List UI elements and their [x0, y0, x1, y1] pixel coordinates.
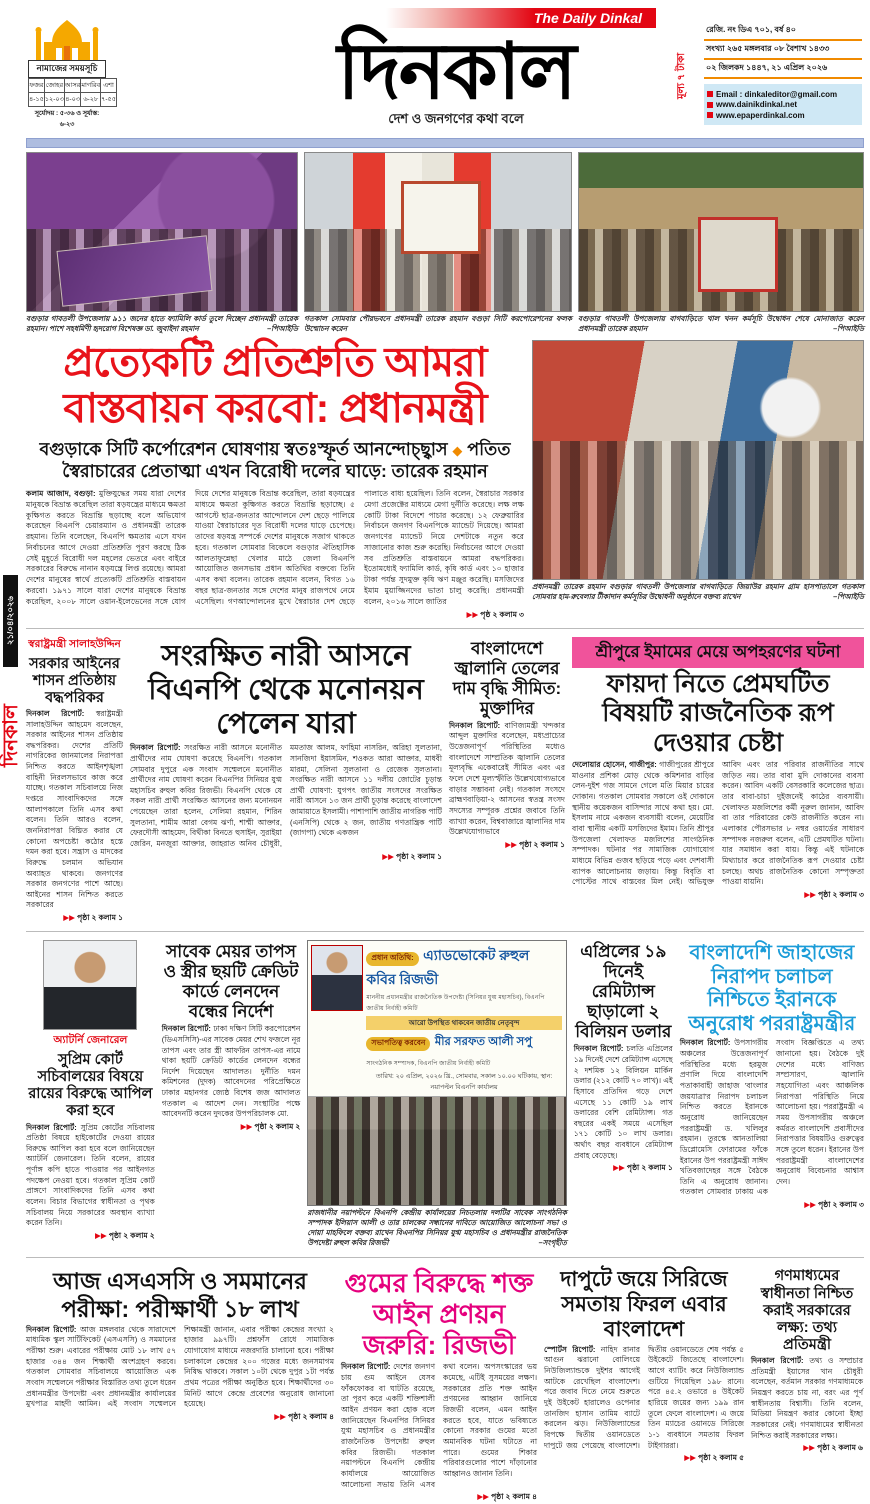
jump-line: ▶▶ পৃষ্ঠা ২ কলাম ১: [505, 839, 565, 849]
jump-line: ▶▶ পৃষ্ঠা ২ কলাম ৫: [684, 1453, 744, 1463]
attorney-portrait-image: [43, 940, 137, 1030]
photo-plaque-unveil-image: [304, 152, 572, 312]
story-body: দিনকাল রিপোর্ট: সুপ্রিম কোর্টের সচিবালয় প্রতিষ্ঠা বিষয়ে হাইকোর্টের দেওয়া রায়ের বিরুদ্ধে আপিল করা হবে বলে জানিয়েছেন অ্যাটর্নি জেনারেল। তিনি বলেন, রায়ের পূর্ণাঙ্গ কপি হাতে পাওয়ার পর আইনগত পদক্ষেপ নেওয়া হবে। গতকাল সুপ্রিম কোর্ট প্রাঙ্গণে সাংবাদিকদের তিনি এসব কথা বলেন। বিচার বিভাগের স্বাধীনতা ও পৃথক সচিবালয় নিয়ে সরকারের অবস্থান ব্যাখ্যা করেন তিনি।: [26, 1122, 155, 1228]
edition-date-vertical: ২১/০৪/২০২৬: [3, 575, 18, 667]
story-headline: গণমাধ্যমের স্বাধীনতা নিশ্চিত করাই সরকারের লক্ষ্য: তথ্য প্রতিমন্ত্রী: [760, 1268, 854, 1353]
bullet-square-icon: [707, 102, 713, 108]
registration-line: রেজি. নং ডিএ ৭০১, বর্ষ ৪০: [704, 22, 862, 41]
story-fuel-price: [449, 637, 565, 926]
photo-family-card-image: [26, 152, 298, 312]
middle-band-1: [26, 637, 864, 926]
prayer-col-johr: জোহর: [44, 79, 64, 93]
prayer-col-magrib: মাগরিব: [81, 79, 101, 93]
epaper-row: [707, 111, 859, 120]
story-headline: এপ্রিলের ১৯ দিনেই রেমিট্যান্স ছাড়ালো ২ বিলিয়ন ডলার: [575, 942, 672, 1042]
top-photo-row: [26, 152, 864, 338]
jump-line: ▶▶ পৃষ্ঠা ২ কলাম ৪: [477, 1492, 537, 1502]
banner-strip: আরো উপস্থিত থাকবেন জাতীয় নেতৃবৃন্দ: [366, 1016, 561, 1030]
vertical-brand-logo: দিনকাল: [0, 704, 22, 768]
jump-arrows-icon: ▶▶: [684, 1453, 696, 1463]
issue-line: সংখ্যা ২৬৫ মঙ্গলবার ০৮ বৈশাখ ১৪৩৩: [704, 41, 862, 60]
prayer-col-fajr: ফজর: [29, 79, 45, 93]
chair-name: মীর সরফত আলী সপু: [434, 1036, 533, 1049]
story-attorney: [26, 940, 155, 1251]
middle-band-2: [26, 940, 864, 1251]
jump-line: ▶▶ পৃষ্ঠা ২ কলাম ৪: [274, 1411, 334, 1421]
photo-credit: –পিআইডি: [833, 591, 864, 601]
mosque-icon: [28, 16, 106, 60]
chief-guest-name: এ্যাডভোকেট রুহুল কবির রিজভী: [366, 947, 530, 988]
jump-arrows-icon: ▶▶: [613, 1163, 625, 1173]
jump-arrows-icon: ▶▶: [477, 1492, 489, 1502]
jump-arrows-icon: ▶▶: [95, 1230, 107, 1240]
story-headline: সরকার আইনের শাসন প্রতিষ্ঠায় বদ্ধপরিকর: [29, 655, 120, 706]
story-headline: আজ এসএসসি ও সমমানের পরীক্ষা: পরীক্ষার্থী ১৮ লাখ: [53, 1268, 307, 1322]
prayer-time-fajr: ৪-১৫: [29, 93, 45, 107]
rizvi-event-poster: [307, 940, 566, 1206]
vaccination-event-image: [532, 340, 864, 580]
epaper-link[interactable]: www.epaperdinkal.com: [716, 110, 805, 120]
story-headline: ফায়দা নিতে প্রেমঘটিত বিষয়টি রাজনৈতিক রূপ দেওয়ার চেষ্টা: [602, 669, 834, 757]
jump-arrows-icon: ▶▶: [466, 609, 479, 619]
prayer-table: [28, 78, 117, 107]
story-remittance: [574, 940, 673, 1251]
jump-line: ▶▶ পৃষ্ঠা ২ কলাম ৩: [804, 889, 864, 899]
story-kicker: শ্রীপুরে ইমামের মেয়ে অপহরণের ঘটনা: [572, 637, 864, 668]
jump-line: ▶▶ পৃষ্ঠা ২ কলাম ১: [613, 1163, 673, 1173]
jump-line: ▶▶ পৃষ্ঠা ২ কলাম ১: [63, 913, 123, 923]
story-body: দিনকাল রিপোর্ট: সংরক্ষিত নারী আসনে মনোনীত প্রার্থীদের নাম ঘোষণা করেছে বিএনপি। গতকাল সোমবার দুপুরে এক সংবাদ সম্মেলনে মনোনীত প্রার্থীদের নাম ঘোষণা করেন বিএনপির সিনিয়র যুগ্ম মহাসচিব রুহুল কবির রিজভী। বিএনপি থেকে যে সকল নারী প্রার্থী সংরক্ষিত আসনের জন্য মনোনয়ন পেয়েছেন তারা হলেন, সেলিমা রহমান, শিরিন সুলতানা, শামীম আরা বেগম ঝর্ণা, শাম্মী আক্তার, ফেরদৌসী আহমেদ, বিথীকা বিনতে হুসাইন, সুরাইয়া জেরিন, মনজুরা আক্তার, জাহরাত অনিব চৌধুরী, মমতাজ আলম, ফাহিমা নাসরিন, অরিহা সুলতানা, সানজিদা ইয়াসমিন, শওকত আরা আক্তার, মাধবী মারমা, সেলিনা সুলতানা ও রেজেক সুলতানা। সংরক্ষিত নারী আসনে ১১ দলীয় জোটের চূড়ান্ত প্রার্থী ঘোষণা: যুগপৎ জাতীয় সংসদের সংরক্ষিত নারী আসনে ১৩ জন প্রার্থী চূড়ান্ত করেছে বাংলাদেশ জামায়াতে ইসলামী। পাশাপাশি জাতীয় নাগরিক পার্টি (এনসিপি) থেকে ২ জন, জাতীয় গণতান্ত্রিক পার্টি (জাগপা) থেকে একজন: [130, 743, 442, 849]
story-body: দিনকাল রিপোর্ট: চলতি এপ্রিলের ১৯ দিনেই দেশে রেমিট্যান্স এসেছে ২ দশমিক ১২ বিলিয়ন মার্কিন ডলার (২১২ কোটি ৭০ লাখ)। এই হিসাবে প্রতিদিন গড়ে দেশে এসেছে ১১ কোটি ১৯ লাখ ডলারের বেশি রেমিট্যান্স। গত বছরের একই সময়ে এসেছিল ১৭১ কোটি ১০ লাখ ডলার। অর্থাৎ বছর ব্যবধানে রেমিট্যান্স প্রবাহ বেড়েছে।: [573, 1044, 673, 1160]
photo-canal-monajat-image: [578, 152, 864, 312]
newspaper-front-page: [26, 8, 864, 1504]
contact-box: [704, 84, 862, 125]
section-divider: [26, 931, 864, 932]
photo-canal-monajat: [578, 152, 864, 338]
brand-block: [256, 8, 656, 131]
website-link[interactable]: www.dainikdinkal.net: [716, 100, 798, 109]
jump-arrows-icon: ▶▶: [505, 839, 517, 849]
jump-arrows-icon: ▶▶: [803, 1443, 815, 1453]
bullet-square-icon: [707, 112, 713, 118]
jump-line: ▶▶ পৃষ্ঠা ২ কলাম ২: [95, 1230, 155, 1240]
lead-headline: প্রত্যেকটি প্রতিশ্রুতি আমরা বাস্তবায়ন করবো: প্রধানমন্ত্রী: [63, 338, 487, 431]
story-shreepur: [572, 637, 864, 926]
price-label: মূল্য ৭ টাকা: [676, 52, 687, 100]
lead-story: [26, 340, 864, 622]
prayer-time-magrib: ৬-২৮: [81, 93, 101, 107]
chair-pill: সভাপতিত্ব করবেন: [366, 1037, 430, 1051]
jump-arrows-icon: ▶▶: [804, 1200, 816, 1210]
brand-english-band: The Daily Dinkal: [386, 8, 656, 28]
event-banner: [308, 941, 565, 1097]
chief-guest-pill: প্রধান অতিথি:: [366, 952, 418, 966]
rizvi-event-photo-block: [307, 940, 566, 1251]
story-home-minister: [26, 637, 123, 926]
edition-meta: [704, 22, 862, 125]
story-cricket: [544, 1266, 744, 1504]
photo-credit: –পিআইডি: [833, 323, 864, 333]
jump-line: ▶▶ পৃষ্ঠা ২ কলাম ৩: [804, 1200, 864, 1210]
story-headline: বাংলাদেশে জ্বালানি তেলের দাম বৃদ্ধি সীমিত: মুক্তাদির: [452, 638, 562, 718]
story-gum-law: [341, 1266, 537, 1504]
tagline: দেশ ও জনগণের কথা বলে: [388, 111, 524, 126]
jump-arrows-icon: ▶▶: [274, 1411, 286, 1421]
story-reserved-seats: [130, 637, 442, 926]
jump-arrows-icon: ▶▶: [382, 851, 394, 861]
jump-arrows-icon: ▶▶: [804, 889, 816, 899]
bottom-band: [26, 1266, 864, 1504]
chief-guest-title: মাননীয় প্রধানমন্ত্রীর রাজনৈতিক উপদেষ্টা (সিনিয়র যুগ্ম মহাসচিব), বিএনপি জাতীয় নির্বাহী কমিটি: [366, 994, 545, 1013]
prayer-time-esha: ৭-৫৫: [101, 93, 117, 107]
sunrise-sunset-line: সূর্যোদয় : ৫-৩৬ ও সূর্যাস্ত: ৬-২৩: [34, 110, 100, 128]
story-ssc-exam: [26, 1266, 334, 1504]
email-row: [707, 90, 859, 99]
jump-line: ▶▶ পৃষ্ঠ ২ কলাম ৩: [466, 609, 524, 619]
story-body: দিনকাল রিপোর্ট: ঢাকা দক্ষিণ সিটি করপোরেশন (ডিএসসিসি)-এর সাবেক মেয়র শেখ ফজলে নূর তাপস এবং তার স্ত্রী আফরিন তাপস-এর নামে থাকা ছয়টি ক্রেডিট কার্ডের লেনদেন বন্ধের নির্দেশ দিয়েছেন আদালত। দুর্নীতি দমন কমিশনের (দুদক) আবেদনের পরিপ্রেক্ষিতে ঢাকার মহানগর জ্যেষ্ঠ বিশেষ জজ আদালত গতকাল এ আদেশ দেন। সংস্থাটির পক্ষে আবেদনটি করেন দুদকের উপপরিচালক মো.: [161, 1024, 301, 1119]
story-body: দিনকাল রিপোর্ট: তথ্য ও সম্প্রচার প্রতিমন্ত্রী ইয়াসের খান চৌধুরী বলেছেন, বর্তমান সরকার গণমাধ্যমকে নিয়ন্ত্রণ করতে চায় না, বরং এর পূর্ণ স্বাধীনতায় বিশ্বাসী। তিনি বলেন, মিডিয়া নিয়ন্ত্রণ করার কোনো ইচ্ছা সরকারের নেই। গণমাধ্যমের স্বাধীনতা নিশ্চিত করাই সরকারের লক্ষ্য।: [751, 1356, 863, 1440]
rizvi-portrait-image: [311, 945, 363, 1011]
story-kicker: স্বরাষ্ট্রমন্ত্রী সালাহউদ্দিন: [28, 637, 121, 650]
email-link[interactable]: Email : dinkaleditor@gmail.com: [716, 89, 838, 99]
photo-family-card-caption: বগুড়ার গাবতলী উপজেলায় ৯১১ জনের হাতে ফ্যামিলি কার্ড তুলে দিচ্ছেন প্রধানমন্ত্রী তারেক রহমান। পাশে সহধর্মিণী হৃদরোগ বিশেষজ্ঞ ডা. জুবাইদা রহমান –পিআইডি: [26, 314, 298, 333]
diamond-bullet-icon: ◆: [452, 442, 463, 458]
story-mayor-cards: [162, 940, 301, 1251]
story-kicker: অ্যাটর্নি জেনারেল: [53, 1034, 128, 1047]
photo-plaque-unveil-caption: গতকাল সোমবার পৌরভবনে প্রধানমন্ত্রী তারেক রহমান বগুড়া সিটি করপোরেশনের ফলক উন্মোচন করেন: [304, 314, 572, 333]
jump-arrows-icon: ▶▶: [63, 913, 75, 923]
prayer-col-asr: আসর: [64, 79, 80, 93]
photo-canal-monajat-caption: বগুড়ার গাবতলী উপজেলায় বাগবাড়িতে খাল খনন কর্মসূচি উদ্বোধন শেষে মোনাজাত করেন প্রধানমন্ত্রী তারেক রহমান –পিআইডি: [578, 314, 864, 333]
date-line: ০২ জিলকদ ১৪৪৭, ২১ এপ্রিল ২০২৬: [704, 60, 862, 79]
website-row: [707, 100, 859, 109]
jump-arrows-icon: ▶▶: [240, 1122, 253, 1132]
story-media-freedom: [751, 1266, 863, 1504]
story-body: দিনকাল রিপোর্ট: বাণিজ্যমন্ত্রী খন্দকার আব্দুল মুক্তাদির বলেছেন, মধ্যপ্রাচ্যের উত্তেজনাপূর্ণ পরিস্থিতির মধ্যেও বাংলাদেশে সাম্প্রতিক জ্বালানি তেলের মূল্যবৃদ্ধি একেবারেই সীমিত এবং এর ফলে দেশে মূল্যস্ফীতি উল্লেখযোগ্যভাবে বাড়ার সম্ভাবনা নেই। গতকাল সংসদে ব্রাহ্মণবাড়িয়া-২ আসনের স্বতন্ত্র সংসদ সদস্যের সম্পূরক প্রশ্নের জবাবে তিনি ব্যাখ্যা করেন, বিশ্ববাজারে জ্বালানির দাম উল্লেখযোগ্যভাবে: [449, 720, 565, 837]
story-body: দিনকাল রিপোর্ট: আজ মঙ্গলবার থেকে সারাদেশে মাধ্যমিক স্কুল সার্টিফিকেট (এসএসসি) ও সমমানের পরীক্ষা শুরু। এবারের পরীক্ষায় মোট ১৮ লাখ ৫৭ হাজার ৩৪৪ জন শিক্ষার্থী অংশগ্রহণ করবে। গতকাল সোমবার সচিবালয়ে আয়োজিত এক সংবাদ সম্মেলনে পরীক্ষার বিস্তারিত তথ্য তুলে ধরেন প্রধানমন্ত্রীর উপদেষ্টা এবং প্রধানমন্ত্রীর কার্যালয়ের মুখপাত্র মাহদী আমিন। এই সংবাদ সম্মেলনে শিক্ষামন্ত্রী জানান, এবার পরীক্ষা কেন্দ্রের সংখ্যা ২ হাজার ৯৯৭টি। প্রশ্নফাঁস রোধে সামাজিক যোগাযোগ মাধ্যমে নজরদারি চালানো হবে। পরীক্ষা চলাকালে কেন্দ্রের ২০০ গজের মধ্যে জনসমাগম নিষিদ্ধ থাকবে। সকাল ১০টা থেকে দুপুর ১টা পর্যন্ত প্রথম পত্রের পরীক্ষা অনুষ্ঠিত হবে। শিক্ষার্থীদের ৩০ মিনিট আগে কেন্দ্রে প্রবেশের অনুরোধ জানানো হয়েছে।: [26, 1324, 334, 1409]
story-iran-ships: [680, 940, 864, 1251]
prayer-times-box: [28, 16, 116, 130]
story-headline: বাংলাদেশি জাহাজের নিরাপদ চলাচল নিশ্চিতে ইরানকে অনুরোধ পররাষ্ট্রমন্ত্রীর: [688, 942, 856, 1035]
lead-body: কলাম আজাদ, বগুড়া: মুক্তিযুদ্ধের সময় যারা দেশের মানুষকে বিভ্রান্ত করেছিল তারা ষড়যন্ত্রের মাধ্যমে ক্ষমতা কুক্ষিগত করতে বিভ্রান্তি ছড়াচ্ছে বলে অভিযোগ করেছেন বিএনপি চেয়ারম্যান ও প্রধানমন্ত্রী তারেক রহমান। তিনি বলেছেন, বিএনপি ক্ষমতায় এসে যখন নির্বাচনের আগে দেওয়া প্রতিশ্রুতি পূরণ করছে ঠিক সেই মুহূর্তে বিরোধী দল মহলের ভেতরে এবং বাইরে সরকারের বিরুদ্ধে নানান ষড়যন্ত্রে লিপ্ত রয়েছে। আমরা দেশের মানুষের স্বার্থে প্রত্যেকটি প্রতিশ্রুতি বাস্তবায়ন করবো। ১৯৭১ সালে যারা দেশের মানুষকে বিভ্রান্ত করেছিল, ২০০৮ সালে ওয়ান-ইলেভেনের সঙ্গে যোগ দিয়ে দেশের মানুষকে বিভ্রান্ত করেছিল, তারা ষড়যন্ত্রের মাধ্যমে ক্ষমতা কুক্ষিগত করতে বিভ্রান্তি ছড়াচ্ছে। ৫ আগস্টে ছাত্র-জনতার আন্দোলনে দেশ ছেড়ে পালিয়ে যাওয়া স্বৈরাচারের দূত বিরোধী দলের ঘাড়ে চেপেছে। তাদের ষড়যন্ত্র সম্পর্কে দেশের মানুষকে সজাগ থাকতে হবে। গতকাল সোমবার বিকেলে বগুড়ার ঐতিহাসিক আলতাফুন্নেছা খেলার মাঠে জেলা বিএনপি আয়োজিত জনসভায় প্রধান অতিথির বক্তব্যে তিনি এসব কথা বলেন। তারেক রহমান বলেন, বিগত ১৬ বছর ছাত্র-জনতার সঙ্গে দেশের মানুষ রাজপথে নেমে এসেছিল। গণআন্দোলনের মুখে স্বৈরাচার দেশ ছেড়ে পালাতে বাধ্য হয়েছিল। তিনি বলেন, স্বৈরাচার সরকার মেগা প্রজেক্টের মাধ্যমে মেগা দুর্নীতি করেছে। লক্ষ লক্ষ কোটি টাকা বিদেশে পাচার করেছে। ১২ ফেব্রুয়ারির নির্বাচনে জনগণ বিএনপিকে ম্যান্ডেট দিয়েছে। আমরা জনগণের ম্যান্ডেট নিয়ে দেশটাকে নতুন করে সাজানোর কাজ শুরু করেছি। নির্বাচনের আগে দেওয়া সব প্রতিশ্রুতি বাস্তবায়নে আমরা বদ্ধপরিকর। ইতোমধ্যেই ফ্যামিলি কার্ড, কৃষি কার্ড এবং ১০ হাজার টাকা পর্যন্ত সুদমুক্ত কৃষি ঋণ মঞ্জুর করেছি। মসজিদের ইমাম মুয়াজ্জিনদের ভাতা চালু করেছি। প্রধানমন্ত্রী বলেন, ২০১৬ সালে জাতির: [26, 489, 524, 606]
photo-credit: –সংগৃহীত: [538, 1237, 567, 1247]
chair-title: সাংগঠনিক সম্পাদক, বিএনপি জাতীয় নির্বাহী কমিটি: [366, 1060, 491, 1068]
photo-family-card: [26, 152, 298, 338]
masthead-divider: [26, 138, 864, 148]
story-headline: সংরক্ষিত নারী আসনে বিএনপি থেকে মনোনয়ন পেলেন যারা: [148, 639, 424, 741]
prayer-time-asr: ৪-০৩: [64, 93, 80, 107]
prayer-time-johr: ১২-০৩: [44, 93, 64, 107]
section-divider: [26, 1257, 864, 1258]
banner-date-line: তারিখ: ২০ এপ্রিল, ২০২৬ খ্রি., সোমবার, সকাল ১০.০০ ঘটিকায়, স্থান: নয়াপল্টন বিএনপি কার্যালয়: [375, 1073, 553, 1092]
story-body: দেলোয়ার হোসেন, গাজীপুর: গাজীপুরের শ্রীপুরে মাওনার প্রশিকা মোড় থেকে কমিশনার বাড়ির লেন-দুইশ গজ সামনে গেলে মতি মিয়ার চায়ের দোকান। গতকাল সোমবার সকালে ওই দোকানে স্থানীয় কয়েকজন বাসিন্দার সাথে কথা হয়। মো. ইসলাম নামে একজন ব্যবসায়ী বলেন, মেয়েটির বাবা স্থানীয় একটি মসজিদের ইমাম। তিনি শ্রীপুর উপজেলা খেলাফত মজলিশের সাংগঠনিক সম্পাদক। ঘটনার পর সামাজিক যোগাযোগ মাধ্যমে বিভিন্ন গুজব ছড়িয়ে পড়ে এবং দেশবাসী ব্যাপক আলোচনায় জড়ায়। কিন্তু বিবৃতি বা পোস্টের সাথে বাস্তবের মিল নেই। অভিযুক্ত আবিদ এবং তার পরিবার রাজনীতির সাথে জড়িত নয়। তার বাবা মুদি দোকানের ব্যবসা করেন। আবিদ একটি বেসরকারি কলেজের ছাত্র। তার বাবা-চাচা দুইজনেই কাঠের ব্যবসায়ী। খেলাফত মজলিশের কর্মী নূরুল জানান, আবিদ বা তার পরিবারের কেউ রাজনীতি করেন না। এলাকার পৌরসভার ৮ নম্বর ওয়ার্ডের সাধারণ সম্পাদক নজরুল বলেন, এটি প্রেমঘটিত ঘটনা। যার সমাধান করা যায়। কিন্তু এই ঘটনাকে মিথ্যাচার করে রাজনৈতিক রূপ দেওয়ার চেষ্টা চলছে। অথচ রাজনৈতিক কোনো সম্পৃক্ততা পাওয়া যায়নি।: [572, 760, 864, 887]
bullet-square-icon: [707, 91, 713, 97]
vaccination-event-caption: প্রধানমন্ত্রী তারেক রহমান বগুড়ার গাবতলী উপজেলার বাগবাড়িতে জিয়াউর রহমান গ্রাম হাসপাতালে গতকাল সোমবার হাম-রুবেলার টীকাদান কর্মসূচির উদ্বোধনী অনুষ্ঠানে বক্তব্য রাখেন –পিআইডি: [532, 581, 864, 601]
story-body: দিনকাল রিপোর্ট: স্বরাষ্ট্রমন্ত্রী সালাহউদ্দিন আহমেদ বলেছেন, সরকার আইনের শাসন প্রতিষ্ঠায় বদ্ধপরিকর। দেশের প্রতিটি নাগরিকের জানমালের নিরাপত্তা নিশ্চিত করতে আইনশৃঙ্খলা বাহিনী নিরলসভাবে কাজ করে যাচ্ছে। গতকাল সচিবালয়ে নিজ দপ্তরে সাংবাদিকদের সঙ্গে আলাপকালে তিনি এসব কথা বলেন। তিনি আরও বলেন, জননিরাপত্তা বিঘ্নিত করার যে কোনো অপচেষ্টা কঠোর হস্তে দমন করা হবে। সন্ত্রাস ও মাদকের বিরুদ্ধে চলমান অভিযান অব্যাহত থাকবে। জনগণের সরকার জনগণের পাশে আছে। আইনের শাসন নিশ্চিত করতে সরকারের: [26, 708, 123, 910]
lead-subheadline: বগুড়াকে সিটি কর্পোরেশন ঘোষণায় স্বতঃস্ফূর্ত আনন্দোচ্ছ্বাস ◆ পতিত স্বৈরাচারের প্রেতাত্মা এখন বিরোধী দলের ঘাড়ে: তারেক রহমান: [39, 438, 511, 482]
lead-story-photo: [532, 340, 864, 622]
lead-story-text: [26, 340, 524, 622]
rizvi-photo-caption: রাজধানীর নয়াপল্টনে বিএনপি কেন্দ্রীয় কার্যালয়ের নিচতলায় দলটির সাবেক সাংগঠনিক সম্পাদক ইলিয়াস আলী ও তার চালকের সন্ধানের দাবিতে আয়োজিত আলোচনা সভা ও দোয়া মাহফিলে বক্তব্য রাখেন বিএনপির সিনিয়র যুগ্ম মহাসচিব ও প্রধানমন্ত্রীর রাজনৈতিক উপদেষ্টা রুহুল কবির রিজভী –সংগৃহীত: [307, 1208, 567, 1247]
story-headline: সুপ্রিম কোর্ট সচিবালয়ের বিষয়ে রায়ের বিরুদ্ধে আপিল করা হবে: [28, 1052, 153, 1120]
lead-byline: কলাম আজাদ, বগুড়া:: [26, 489, 96, 498]
story-headline: দাপুটে জয়ে সিরিজে সমতায় ফিরল এবার বাংলাদেশ: [560, 1268, 728, 1341]
story-headline: গুমের বিরুদ্ধে শক্ত আইন প্রণয়ন জরুরি: রিজভী: [344, 1268, 534, 1360]
story-body: স্পোর্টস রিপোর্ট: নাহিদ রানার আগুন ঝরানো বোলিংয়ে নিউজিল্যান্ডকে দুইশর আগেই আটকে রেখেছিল বাংলাদেশ। পরে জবাব দিতে নেমে শুরুতে দুই উইকেট হারালেও ওপেনার তানজিদ হাসান তামিম ব্যাটে করলেন ঝড়। নিউজিল্যান্ডের বিপক্ষে দ্বিতীয় ওয়ানডেতে দাপুটে জয় পেয়েছে বাংলাদেশ। দ্বিতীয় ওয়ানডেতে শেষ পর্যন্ত ৫ উইকেটে জিতেছে বাংলাদেশ। আগে ব্যাটিং করে নিউজিল্যান্ড গুটিয়ে গিয়েছিল ১৯৮ রানে। পরে ৪৫.২ ওভারে ৪ উইকেট হারিয়ে জয়ের জন্য ১৯৯ রান তুলে ফেলে বাংলাদেশ। এ জয়ে তিন ম্যাচের ওয়ানডে সিরিজে ১-১ ব্যবধানে সমতায় ফিরল টাইগাররা।: [544, 1344, 744, 1450]
prayer-col-esha: এশা: [101, 79, 117, 93]
section-divider: [26, 628, 864, 629]
jump-line: ▶▶ পৃষ্ঠা ২ কলাম ৬: [803, 1443, 863, 1453]
prayer-title: নামাজের সময়সূচি: [28, 60, 106, 78]
photo-credit: –পিআইডি: [267, 323, 298, 333]
masthead: [26, 8, 864, 136]
story-headline: সাবেক মেয়র তাপস ও স্ত্রীর ছয়টি ক্রেডিট কার্ডে লেনদেন বন্ধের নির্দেশ: [163, 942, 299, 1022]
rizvi-crowd-image: [308, 1097, 565, 1205]
newspaper-logo: দিনকাল: [337, 27, 575, 115]
jump-line: ▶▶ পৃষ্ঠা ২ কলাম ১: [382, 851, 442, 861]
story-body: দিনকাল রিপোর্ট: দেশের জনগণ চায় গুম আইনে যেসব ফাঁকফোকর বা ঘাটতি রয়েছে, তা পূরণ করে একটি শক্তিশালী আইন প্রণয়ন করা হোক বলে জানিয়েছেন বিএনপির সিনিয়র যুগ্ম মহাসচিব ও প্রধানমন্ত্রীর রাজনৈতিক উপদেষ্টা রুহুল কবির রিজভী। গতকাল নয়াপল্টনে বিএনপি কেন্দ্রীয় কার্যালয়ে আয়োজিত আলোচনা সভায় তিনি এসব কথা বলেন। অপসংস্কারের ভয় কমেছে, এটিই সুসময়ের লক্ষণ। সরকারের প্রতি শক্ত আইন প্রণয়নের আহ্বান জানিয়ে রিজভী বলেন, এমন আইন করতে হবে, যাতে ভবিষ্যতে কোনো সরকার গুমের মতো অমানবিক ঘটনা ঘটাতে না পারে। গুমের শিকার পরিবারগুলোর পাশে দাঁড়ানোর আহ্বানও জানান তিনি।: [341, 1362, 537, 1489]
jump-line: ▶▶ পৃষ্ঠা ২ কলাম ২: [240, 1122, 301, 1132]
photo-plaque-unveil: [304, 152, 572, 338]
story-body: দিনকাল রিপোর্ট: উপসাগরীয় অঞ্চলের উত্তেজনাপূর্ণ পরিস্থিতির মধ্যে হরমুজ প্রণালি দিয়ে বাংলাদেশি পতাকাবাহী জাহাজ 'বাংলার জয়যাত্রা'র নিরাপদ চলাচল নিশ্চিত করতে ইরানকে অনুরোধ জানিয়েছেন পররাষ্ট্রমন্ত্রী ড. খলিলুর রহমান। তুরস্কে আনতালিয়া ডিপ্লোমেসি ফোরামের ফাঁকে ইরানের উপ পররাষ্ট্রমন্ত্রী সাঈদ খতিবজাদেহর সঙ্গে বৈঠকে তিনি এ অনুরোধ জানান। গতকাল সোমবার ঢাকায় এক সংবাদ বিজ্ঞপ্তিতে এ তথ্য জানানো হয়। বৈঠকে দুই দেশের মধ্যে বাণিজ্য সম্প্রসারণ, জ্বালানি সহযোগিতা এবং আঞ্চলিক নিরাপত্তা পরিস্থিতি নিয়ে আলোচনা হয়। পররাষ্ট্রমন্ত্রী এ সময় উপসাগরীয় অঞ্চলে কর্মরত বাংলাদেশি প্রবাসীদের নিরাপত্তার বিষয়টিও গুরুত্বের সঙ্গে তুলে ধরেন। ইরানের উপ পররাষ্ট্রমন্ত্রী বাংলাদেশের অনুরোধ বিবেচনার আশ্বাস দেন।: [679, 1038, 864, 1197]
